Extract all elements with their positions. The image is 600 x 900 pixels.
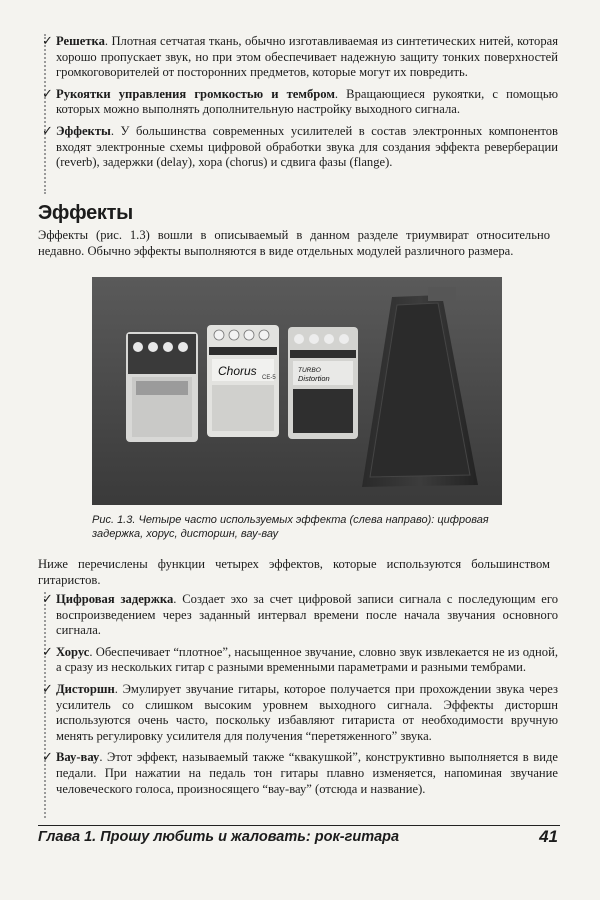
bullet-effects xyxy=(38,124,558,171)
bullet-term: Решетка xyxy=(56,34,105,48)
bullet-text: . Обеспечивает “плотное”, насыщенное звучание, словно звук извлекается не из одной, а сразу из нескольких гитар с разными временными параметрами и разными тембрами. xyxy=(56,644,558,675)
bullet-text: . Эмулирует звучание гитары, которое получается при прохождении звука через усилитель со слишком высоким уровнем выходного сигнала. Эффекты дисторшн используются очень часто, поскольку избавляют гитариста от необходимости вручную менять регулировку усилителя для получения “перетяженного” звука. xyxy=(56,681,558,743)
checkmark-icon: ✓ xyxy=(42,750,53,766)
footer-rule xyxy=(38,825,560,826)
section-heading: Эффекты xyxy=(38,202,133,224)
effects-bullet-list xyxy=(38,592,558,803)
list-intro: Ниже перечислены функции четырех эффектов, которые используются большинством гитаристов. xyxy=(38,557,550,587)
section-intro: Эффекты (рис. 1.3) вошли в описываемый в данном разделе триумвират относительно недавно. Обычно эффекты выполняются в виде отдельных модулей различного размера. xyxy=(38,228,550,258)
checkmark-icon: ✓ xyxy=(42,123,53,139)
checkmark-icon: ✓ xyxy=(42,681,53,697)
bullet-chorus xyxy=(38,645,558,676)
bullet-wah-wah xyxy=(38,750,558,797)
distortion-pedal xyxy=(288,327,358,439)
bullet-term: Дисторшн xyxy=(56,681,115,696)
bullet-text: . У большинства современных усилителей в состав электронных компонентов входят электронные схемы цифровой обработки звука для создания эффекта реверберации (reverb), задержки (delay), хора (chorus) и сдвига фазы (flange). xyxy=(56,123,558,170)
checkmark-icon: ✓ xyxy=(42,86,53,102)
bullet-distortion xyxy=(38,682,558,744)
checkmark-icon: ✓ xyxy=(42,592,53,607)
bullet-text: . Вращающиеся рукоятки, с помощью которых можно выполнять дополнительную настройку выходного сигнала. xyxy=(56,86,558,117)
chorus-pedal xyxy=(207,325,279,437)
chorus-label: Chorus xyxy=(218,364,257,378)
distortion-label: Distortion xyxy=(298,374,330,383)
chapter-title: Глава 1. Прошу любить и жаловать: рок-гитара xyxy=(38,829,400,845)
effects-pedals-photo xyxy=(92,277,502,505)
digital-delay-pedal xyxy=(126,332,198,442)
figure-caption: Рис. 1.3. Четыре часто используемых эффекта (слева направо): цифровая задержка, хорус, дисторшн, вау-вау xyxy=(92,514,489,540)
turbo-label: TURBO xyxy=(298,367,321,374)
bullet-term: Эффекты xyxy=(56,123,111,138)
chorus-model-label: CE-5 xyxy=(262,375,276,381)
bullet-term: Цифровая задержка xyxy=(56,592,174,606)
bullet-grille xyxy=(38,34,558,81)
bullet-text: . Этот эффект, называемый также “квакушкой”, конструктивно выполняется в виде педали. При нажатии на педаль тон гитары плавно изменяется, напоминая звучание человеческого голоса, произносящего “вау-вау” (отсюда и название). xyxy=(56,750,558,796)
bullet-digital-delay xyxy=(38,592,558,639)
bullet-term: Вау-вау xyxy=(56,750,100,765)
top-bullet-list xyxy=(38,34,558,177)
bullet-term: Хорус xyxy=(56,644,90,659)
checkmark-icon: ✓ xyxy=(42,644,53,660)
bullet-text: . Создает эхо за счет цифровой записи сигнала с последующим его воспроизведением через заданный интервал времени после начала звучания основного сигнала. xyxy=(56,592,558,638)
page-number: 41 xyxy=(539,827,558,846)
bullet-term: Рукоятки управления громкостью и тембром xyxy=(56,86,335,101)
checkmark-icon: ✓ xyxy=(42,34,53,49)
bullet-volume-tone-knobs xyxy=(38,87,558,118)
bullet-text: . Плотная сетчатая ткань, обычно изготавливаемая из синтетических нитей, которая хорошо пропускает звук, но при этом обеспечивает надежную защиту тонких поверхностей громкоговорителей от посторонних предметов, которые могут их повредить. xyxy=(56,34,558,80)
